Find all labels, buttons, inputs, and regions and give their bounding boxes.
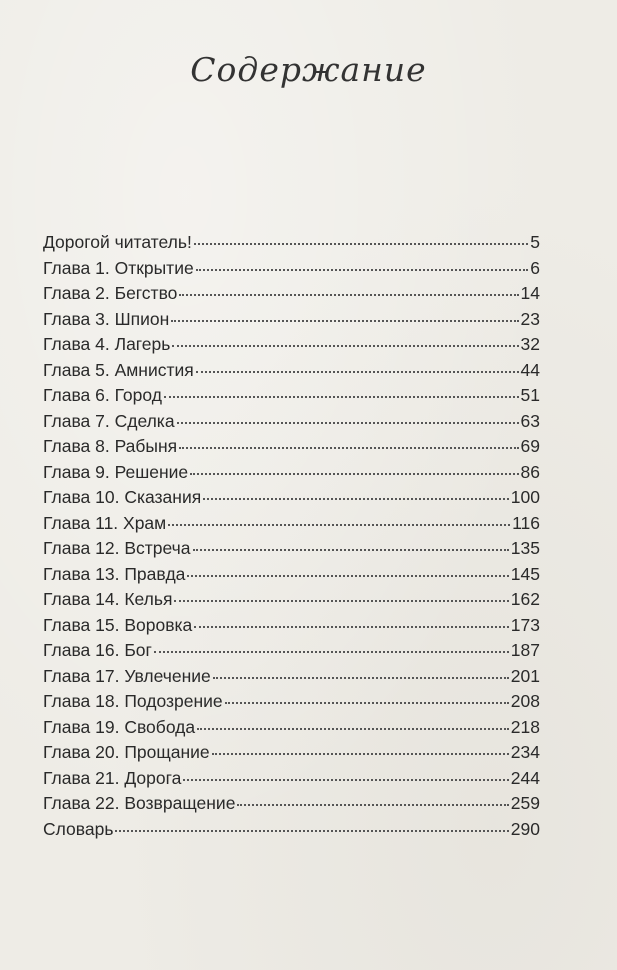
toc-entry-label: Глава 17. Увлечение bbox=[43, 665, 211, 686]
dot-leader bbox=[194, 626, 509, 628]
toc-entry-page-number: 162 bbox=[510, 589, 540, 609]
toc-entry-page-number: 218 bbox=[510, 716, 540, 737]
toc-entry bbox=[43, 485, 540, 511]
dot-leader bbox=[190, 473, 518, 475]
toc-entry bbox=[43, 689, 540, 715]
dot-leader bbox=[196, 269, 529, 271]
dot-leader bbox=[237, 804, 508, 806]
toc-entry bbox=[43, 460, 540, 486]
toc-entry bbox=[43, 587, 540, 613]
dot-leader bbox=[168, 524, 510, 526]
toc-entry bbox=[43, 434, 540, 460]
toc-entry bbox=[43, 791, 540, 817]
toc-entry bbox=[43, 613, 540, 639]
toc-entry-page-number: 32 bbox=[520, 334, 540, 354]
dot-leader bbox=[187, 575, 508, 577]
toc-entry-label: Глава 8. Рабыня bbox=[43, 436, 178, 456]
toc-entry bbox=[43, 638, 540, 664]
dot-leader bbox=[177, 422, 519, 424]
toc-entry bbox=[43, 256, 540, 282]
dot-leader bbox=[203, 498, 509, 500]
dot-leader bbox=[197, 728, 509, 730]
table-of-contents bbox=[43, 230, 540, 842]
dot-leader bbox=[172, 345, 518, 347]
toc-entry-label: Глава 5. Амнистия bbox=[43, 359, 194, 380]
toc-entry-label: Глава 21. Дорога bbox=[43, 767, 182, 788]
toc-entry-label: Глава 13. Правда bbox=[43, 563, 186, 584]
toc-entry-label: Глава 3. Шпион bbox=[43, 308, 170, 329]
toc-entry-page-number: 44 bbox=[520, 359, 540, 380]
dot-leader bbox=[212, 753, 509, 755]
toc-entry bbox=[43, 536, 540, 562]
toc-entry-page-number: 187 bbox=[510, 640, 540, 660]
toc-entry bbox=[43, 664, 540, 690]
toc-entry-page-number: 145 bbox=[510, 563, 540, 584]
toc-entry-page-number: 5 bbox=[530, 232, 540, 252]
dot-leader bbox=[164, 396, 519, 398]
dot-leader bbox=[154, 651, 509, 653]
toc-entry-label: Глава 9. Решение bbox=[43, 461, 189, 482]
toc-entry bbox=[43, 817, 540, 843]
toc-entry-page-number: 208 bbox=[510, 691, 540, 711]
dot-leader bbox=[115, 830, 508, 832]
toc-entry-label: Глава 19. Свобода bbox=[43, 716, 196, 737]
dot-leader bbox=[225, 702, 509, 704]
toc-entry-page-number: 135 bbox=[510, 538, 540, 558]
toc-entry bbox=[43, 511, 540, 537]
page-title: Содержание bbox=[190, 50, 427, 89]
toc-entry bbox=[43, 358, 540, 384]
dot-leader bbox=[194, 243, 528, 245]
dot-leader bbox=[213, 677, 509, 679]
dot-leader bbox=[179, 294, 518, 296]
toc-entry-page-number: 244 bbox=[510, 767, 540, 788]
dot-leader bbox=[174, 600, 508, 602]
toc-entry-page-number: 201 bbox=[510, 665, 540, 686]
toc-entry bbox=[43, 230, 540, 256]
dot-leader bbox=[183, 779, 508, 781]
toc-entry-page-number: 116 bbox=[512, 512, 540, 533]
toc-entry-page-number: 14 bbox=[520, 283, 540, 303]
toc-entry-page-number: 23 bbox=[520, 308, 540, 329]
toc-entry-label: Глава 2. Бегство bbox=[43, 283, 178, 303]
toc-entry-page-number: 69 bbox=[520, 436, 540, 456]
toc-entry-label: Глава 4. Лагерь bbox=[43, 334, 171, 354]
toc-entry bbox=[43, 332, 540, 358]
toc-entry-label: Глава 7. Сделка bbox=[43, 410, 175, 431]
toc-entry-page-number: 6 bbox=[530, 257, 540, 278]
dot-leader bbox=[196, 371, 519, 373]
toc-entry-label: Словарь bbox=[43, 818, 114, 839]
toc-entry-page-number: 86 bbox=[520, 461, 540, 482]
toc-entry-label: Глава 1. Открытие bbox=[43, 257, 194, 278]
toc-entry bbox=[43, 409, 540, 435]
toc-entry-label: Глава 12. Встреча bbox=[43, 538, 191, 558]
toc-entry-label: Глава 16. Бог bbox=[43, 640, 152, 660]
toc-entry bbox=[43, 281, 540, 307]
toc-entry-page-number: 173 bbox=[510, 614, 540, 635]
toc-entry-label: Глава 18. Подозрение bbox=[43, 691, 223, 711]
toc-entry bbox=[43, 766, 540, 792]
toc-entry-label: Глава 20. Прощание bbox=[43, 742, 210, 762]
dot-leader bbox=[171, 320, 518, 322]
toc-entry-page-number: 51 bbox=[520, 385, 540, 405]
toc-entry-page-number: 290 bbox=[510, 818, 540, 839]
dot-leader bbox=[193, 549, 509, 551]
toc-entry-label: Глава 14. Келья bbox=[43, 589, 173, 609]
toc-entry-page-number: 63 bbox=[520, 410, 540, 431]
toc-entry-label: Глава 6. Город bbox=[43, 385, 162, 405]
dot-leader bbox=[179, 447, 518, 449]
toc-entry-page-number: 100 bbox=[510, 487, 540, 507]
toc-entry bbox=[43, 740, 540, 766]
toc-entry-label: Дорогой читатель! bbox=[43, 232, 192, 252]
toc-entry-label: Глава 11. Храм bbox=[43, 512, 167, 533]
toc-entry-page-number: 234 bbox=[510, 742, 540, 762]
toc-entry-label: Глава 10. Сказания bbox=[43, 487, 202, 507]
toc-entry-label: Глава 22. Возвращение bbox=[43, 793, 236, 813]
toc-entry bbox=[43, 307, 540, 333]
toc-entry bbox=[43, 715, 540, 741]
toc-entry bbox=[43, 562, 540, 588]
toc-entry-label: Глава 15. Воровка bbox=[43, 614, 193, 635]
toc-entry-page-number: 259 bbox=[510, 793, 540, 813]
toc-entry bbox=[43, 383, 540, 409]
